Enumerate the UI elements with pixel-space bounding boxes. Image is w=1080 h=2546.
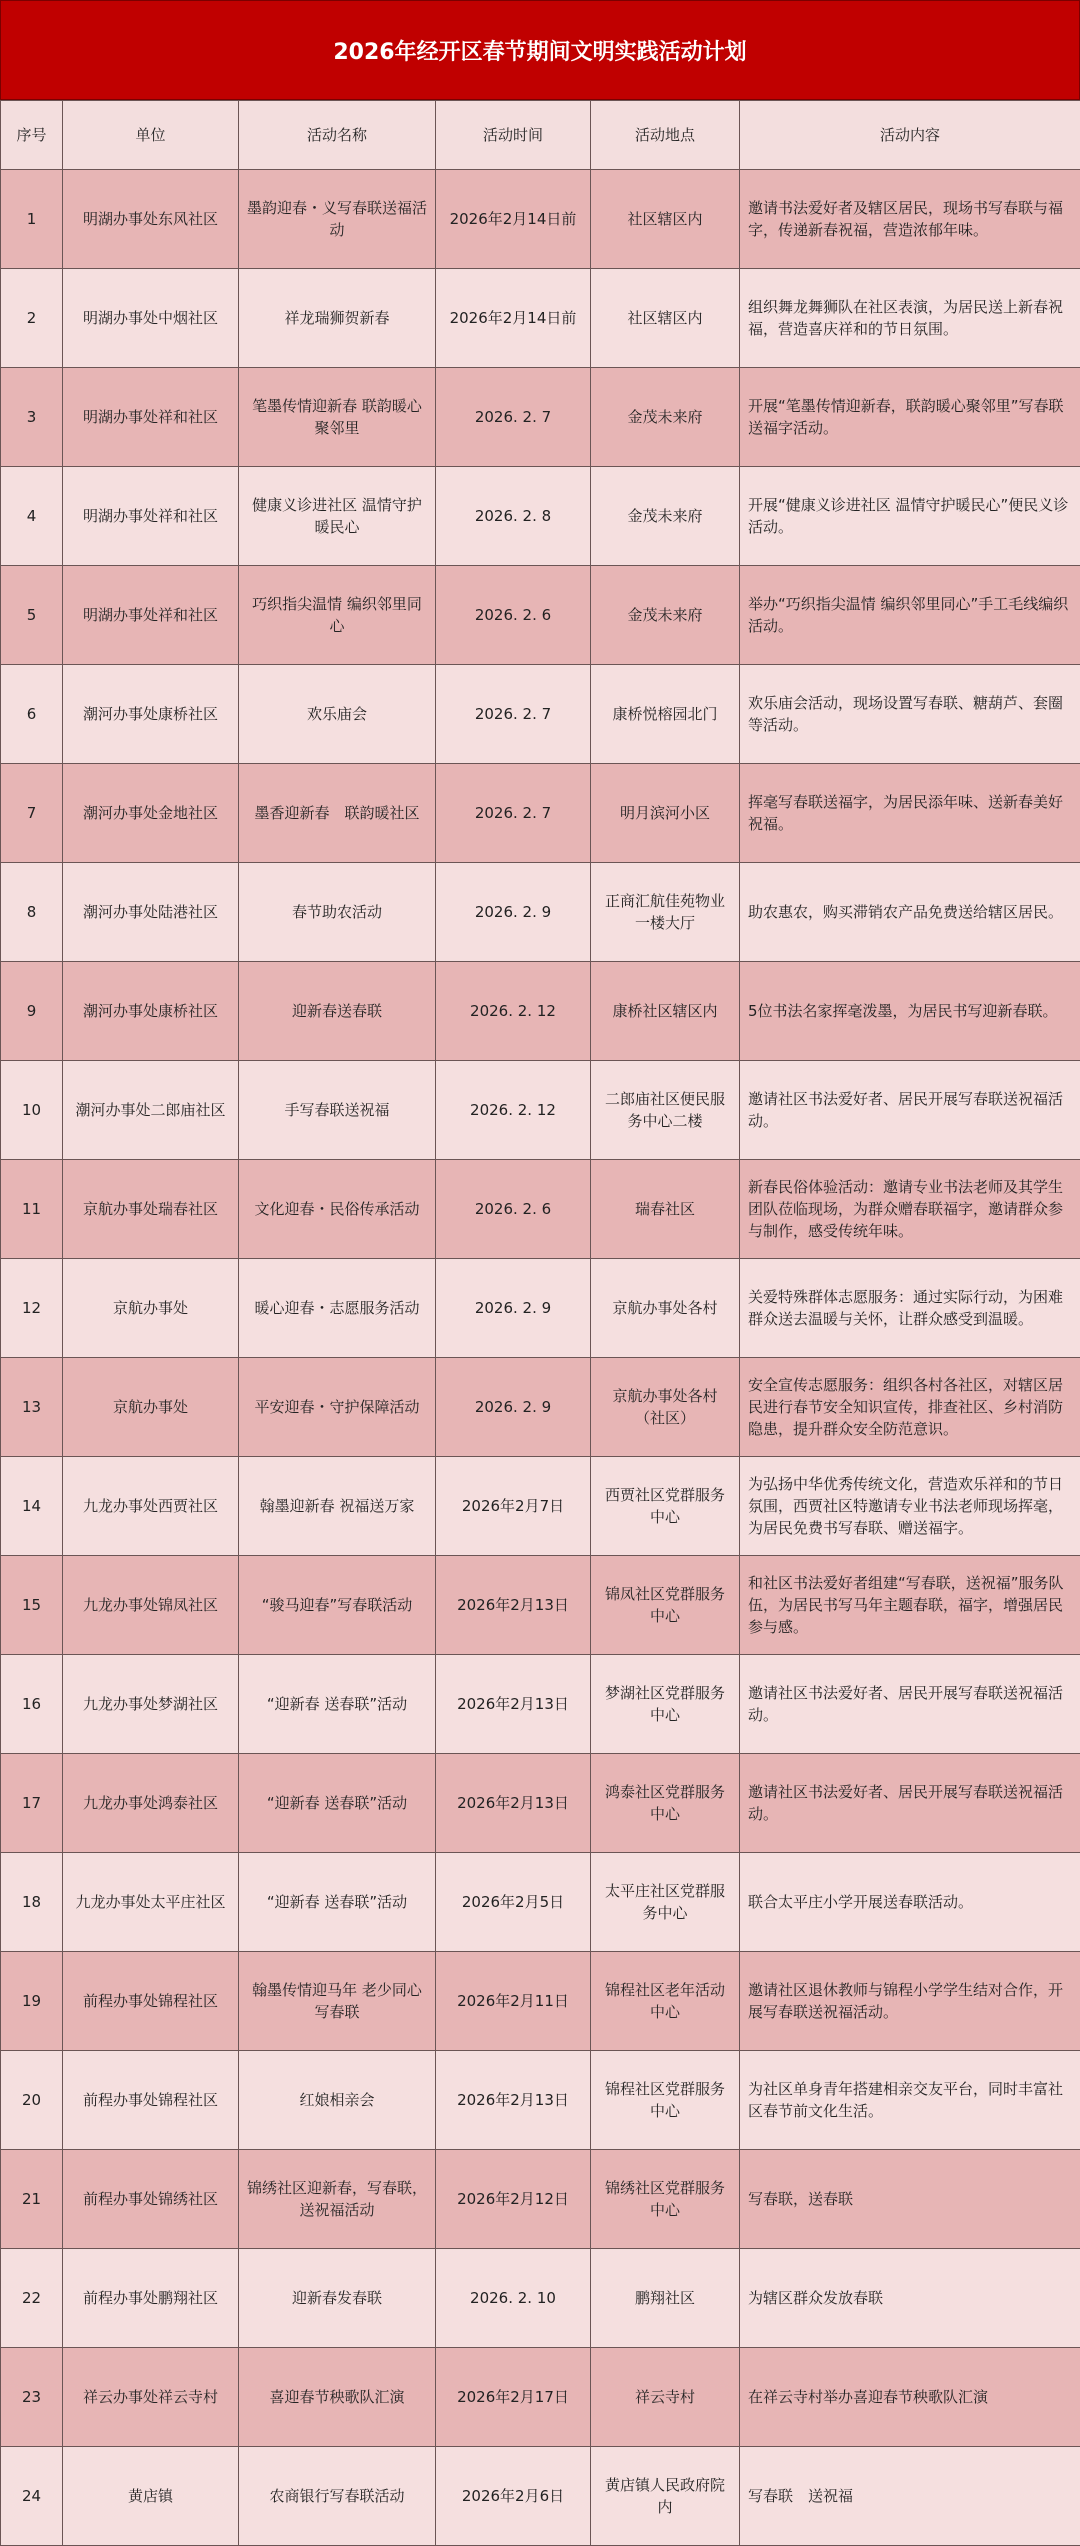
cell-unit: 京航办事处 xyxy=(63,1259,239,1358)
cell-no: 14 xyxy=(1,1457,63,1556)
cell-no: 7 xyxy=(1,764,63,863)
cell-activity-time: 2026年2月17日 xyxy=(436,2348,591,2447)
cell-activity-content: 写春联，送春联 xyxy=(740,2150,1080,2249)
cell-activity-place: 社区辖区内 xyxy=(591,269,740,368)
table-row xyxy=(1,1358,1080,1457)
cell-activity-name: 迎新春送春联 xyxy=(239,962,436,1061)
cell-activity-time: 2026年2月13日 xyxy=(436,1754,591,1853)
cell-activity-content: 写春联 送祝福 xyxy=(740,2447,1080,2546)
activity-table xyxy=(0,100,1080,2546)
table-row xyxy=(1,2447,1080,2546)
cell-activity-time: 2026年2月11日 xyxy=(436,1952,591,2051)
cell-activity-name: “迎新春 送春联”活动 xyxy=(239,1853,436,1952)
cell-activity-name: 翰墨迎新春 祝福送万家 xyxy=(239,1457,436,1556)
cell-activity-name: 墨韵迎春・义写春联送福活动 xyxy=(239,170,436,269)
cell-no: 9 xyxy=(1,962,63,1061)
cell-activity-name: “骏马迎春”写春联活动 xyxy=(239,1556,436,1655)
cell-activity-content: 开展“笔墨传情迎新春，联韵暖心聚邻里”写春联送福字活动。 xyxy=(740,368,1080,467)
cell-activity-place: 锦程社区党群服务中心 xyxy=(591,2051,740,2150)
cell-activity-content: 欢乐庙会活动，现场设置写春联、糖葫芦、套圈等活动。 xyxy=(740,665,1080,764)
cell-activity-time: 2026. 2. 9 xyxy=(436,1259,591,1358)
table-header-row xyxy=(1,101,1080,170)
cell-activity-content: 为辖区群众发放春联 xyxy=(740,2249,1080,2348)
cell-activity-place: 金茂未来府 xyxy=(591,467,740,566)
cell-activity-place: 康桥悦榕园北门 xyxy=(591,665,740,764)
cell-activity-place: 黄店镇人民政府院内 xyxy=(591,2447,740,2546)
cell-no: 13 xyxy=(1,1358,63,1457)
cell-activity-name: 欢乐庙会 xyxy=(239,665,436,764)
cell-activity-name: 暖心迎春・志愿服务活动 xyxy=(239,1259,436,1358)
cell-no: 22 xyxy=(1,2249,63,2348)
cell-no: 3 xyxy=(1,368,63,467)
cell-activity-name: 喜迎春节秧歌队汇演 xyxy=(239,2348,436,2447)
cell-activity-content: 5位书法名家挥毫泼墨，为居民书写迎新春联。 xyxy=(740,962,1080,1061)
cell-activity-time: 2026年2月13日 xyxy=(436,1556,591,1655)
table-row xyxy=(1,566,1080,665)
cell-activity-content: 在祥云寺村举办喜迎春节秧歌队汇演 xyxy=(740,2348,1080,2447)
table-row xyxy=(1,1952,1080,2051)
table-row xyxy=(1,1061,1080,1160)
cell-activity-time: 2026年2月13日 xyxy=(436,1655,591,1754)
cell-no: 24 xyxy=(1,2447,63,2546)
cell-activity-place: 金茂未来府 xyxy=(591,566,740,665)
cell-activity-place: 金茂未来府 xyxy=(591,368,740,467)
cell-unit: 京航办事处瑞春社区 xyxy=(63,1160,239,1259)
header-unit: 单位 xyxy=(63,101,239,170)
cell-no: 4 xyxy=(1,467,63,566)
cell-unit: 潮河办事处金地社区 xyxy=(63,764,239,863)
cell-unit: 明湖办事处祥和社区 xyxy=(63,368,239,467)
cell-no: 10 xyxy=(1,1061,63,1160)
table-row xyxy=(1,962,1080,1061)
cell-activity-content: 为弘扬中华优秀传统文化，营造欢乐祥和的节日氛围，西贾社区特邀请专业书法老师现场挥毫，为居民免费书写春联、赠送福字。 xyxy=(740,1457,1080,1556)
cell-unit: 九龙办事处西贾社区 xyxy=(63,1457,239,1556)
cell-activity-name: 春节助农活动 xyxy=(239,863,436,962)
table-row xyxy=(1,1259,1080,1358)
cell-activity-place: 社区辖区内 xyxy=(591,170,740,269)
cell-activity-content: 和社区书法爱好者组建“写春联，送祝福”服务队伍，为居民书写马年主题春联，福字，增强居民参与感。 xyxy=(740,1556,1080,1655)
cell-activity-time: 2026. 2. 7 xyxy=(436,665,591,764)
cell-unit: 前程办事处鹏翔社区 xyxy=(63,2249,239,2348)
cell-activity-time: 2026. 2. 6 xyxy=(436,1160,591,1259)
cell-activity-time: 2026. 2. 7 xyxy=(436,368,591,467)
cell-activity-place: 锦程社区老年活动中心 xyxy=(591,1952,740,2051)
cell-no: 15 xyxy=(1,1556,63,1655)
cell-activity-content: 助农惠农，购买滞销农产品免费送给辖区居民。 xyxy=(740,863,1080,962)
cell-activity-place: 锦凤社区党群服务中心 xyxy=(591,1556,740,1655)
cell-unit: 前程办事处锦程社区 xyxy=(63,2051,239,2150)
table-row xyxy=(1,764,1080,863)
cell-no: 19 xyxy=(1,1952,63,2051)
cell-activity-time: 2026. 2. 6 xyxy=(436,566,591,665)
table-row xyxy=(1,2348,1080,2447)
cell-activity-name: 锦绣社区迎新春，写春联，送祝福活动 xyxy=(239,2150,436,2249)
header-activity-place: 活动地点 xyxy=(591,101,740,170)
cell-activity-time: 2026年2月14日前 xyxy=(436,269,591,368)
cell-no: 18 xyxy=(1,1853,63,1952)
cell-activity-content: 安全宣传志愿服务：组织各村各社区，对辖区居民进行春节安全知识宣传，排查社区、乡村消防隐患，提升群众安全防范意识。 xyxy=(740,1358,1080,1457)
cell-no: 20 xyxy=(1,2051,63,2150)
cell-activity-name: 笔墨传情迎新春 联韵暖心聚邻里 xyxy=(239,368,436,467)
cell-no: 12 xyxy=(1,1259,63,1358)
cell-activity-place: 正商汇航佳苑物业一楼大厅 xyxy=(591,863,740,962)
table-row xyxy=(1,170,1080,269)
table-row xyxy=(1,2249,1080,2348)
table-row xyxy=(1,1655,1080,1754)
cell-activity-place: 二郎庙社区便民服务中心二楼 xyxy=(591,1061,740,1160)
cell-no: 2 xyxy=(1,269,63,368)
cell-unit: 九龙办事处锦凤社区 xyxy=(63,1556,239,1655)
cell-unit: 潮河办事处康桥社区 xyxy=(63,962,239,1061)
cell-unit: 京航办事处 xyxy=(63,1358,239,1457)
cell-activity-time: 2026. 2. 12 xyxy=(436,962,591,1061)
cell-activity-content: 邀请社区书法爱好者、居民开展写春联送祝福活动。 xyxy=(740,1061,1080,1160)
cell-activity-name: 祥龙瑞狮贺新春 xyxy=(239,269,436,368)
cell-activity-place: 太平庄社区党群服务中心 xyxy=(591,1853,740,1952)
cell-activity-name: 平安迎春・守护保障活动 xyxy=(239,1358,436,1457)
cell-activity-place: 鹏翔社区 xyxy=(591,2249,740,2348)
cell-activity-name: “迎新春 送春联”活动 xyxy=(239,1655,436,1754)
header-activity-content: 活动内容 xyxy=(740,101,1080,170)
cell-activity-content: 组织舞龙舞狮队在社区表演，为居民送上新春祝福，营造喜庆祥和的节日氛围。 xyxy=(740,269,1080,368)
table-row xyxy=(1,467,1080,566)
cell-activity-name: 巧织指尖温情 编织邻里同心 xyxy=(239,566,436,665)
cell-activity-place: 京航办事处各村（社区） xyxy=(591,1358,740,1457)
cell-activity-time: 2026年2月14日前 xyxy=(436,170,591,269)
cell-activity-name: 迎新春发春联 xyxy=(239,2249,436,2348)
cell-unit: 九龙办事处太平庄社区 xyxy=(63,1853,239,1952)
cell-unit: 祥云办事处祥云寺村 xyxy=(63,2348,239,2447)
cell-activity-name: 手写春联送祝福 xyxy=(239,1061,436,1160)
cell-unit: 黄店镇 xyxy=(63,2447,239,2546)
cell-no: 23 xyxy=(1,2348,63,2447)
table-row xyxy=(1,269,1080,368)
cell-activity-content: 邀请社区退休教师与锦程小学学生结对合作，开展写春联送祝福活动。 xyxy=(740,1952,1080,2051)
cell-unit: 明湖办事处祥和社区 xyxy=(63,566,239,665)
cell-activity-place: 康桥社区辖区内 xyxy=(591,962,740,1061)
cell-activity-time: 2026年2月6日 xyxy=(436,2447,591,2546)
table-row xyxy=(1,1853,1080,1952)
cell-activity-time: 2026年2月5日 xyxy=(436,1853,591,1952)
cell-activity-name: “迎新春 送春联”活动 xyxy=(239,1754,436,1853)
header-activity-time: 活动时间 xyxy=(436,101,591,170)
cell-activity-name: 农商银行写春联活动 xyxy=(239,2447,436,2546)
cell-activity-place: 明月滨河小区 xyxy=(591,764,740,863)
cell-activity-content: 联合太平庄小学开展送春联活动。 xyxy=(740,1853,1080,1952)
cell-activity-time: 2026. 2. 9 xyxy=(436,1358,591,1457)
cell-activity-name: 健康义诊进社区 温情守护暖民心 xyxy=(239,467,436,566)
cell-unit: 潮河办事处康桥社区 xyxy=(63,665,239,764)
cell-activity-content: 举办“巧织指尖温情 编织邻里同心”手工毛线编织活动。 xyxy=(740,566,1080,665)
table-row xyxy=(1,2051,1080,2150)
cell-unit: 明湖办事处祥和社区 xyxy=(63,467,239,566)
cell-activity-content: 邀请社区书法爱好者、居民开展写春联送祝福活动。 xyxy=(740,1655,1080,1754)
cell-activity-time: 2026年2月12日 xyxy=(436,2150,591,2249)
cell-activity-place: 梦湖社区党群服务中心 xyxy=(591,1655,740,1754)
cell-activity-content: 关爱特殊群体志愿服务：通过实际行动，为困难群众送去温暖与关怀，让群众感受到温暖。 xyxy=(740,1259,1080,1358)
cell-activity-content: 新春民俗体验活动：邀请专业书法老师及其学生团队莅临现场，为群众赠春联福字，邀请群众参与制作，感受传统年味。 xyxy=(740,1160,1080,1259)
table-row xyxy=(1,1457,1080,1556)
cell-no: 8 xyxy=(1,863,63,962)
cell-no: 17 xyxy=(1,1754,63,1853)
cell-unit: 潮河办事处二郎庙社区 xyxy=(63,1061,239,1160)
table-row xyxy=(1,1754,1080,1853)
cell-no: 21 xyxy=(1,2150,63,2249)
table-row xyxy=(1,863,1080,962)
cell-activity-place: 西贾社区党群服务中心 xyxy=(591,1457,740,1556)
cell-unit: 前程办事处锦程社区 xyxy=(63,1952,239,2051)
cell-no: 1 xyxy=(1,170,63,269)
cell-activity-place: 鸿泰社区党群服务中心 xyxy=(591,1754,740,1853)
cell-activity-time: 2026. 2. 12 xyxy=(436,1061,591,1160)
cell-activity-content: 邀请社区书法爱好者、居民开展写春联送祝福活动。 xyxy=(740,1754,1080,1853)
cell-unit: 前程办事处锦绣社区 xyxy=(63,2150,239,2249)
cell-activity-time: 2026年2月13日 xyxy=(436,2051,591,2150)
cell-activity-time: 2026. 2. 8 xyxy=(436,467,591,566)
table-row xyxy=(1,665,1080,764)
cell-activity-content: 邀请书法爱好者及辖区居民，现场书写春联与福字，传递新春祝福，营造浓郁年味。 xyxy=(740,170,1080,269)
cell-no: 5 xyxy=(1,566,63,665)
cell-activity-time: 2026年2月7日 xyxy=(436,1457,591,1556)
cell-activity-place: 京航办事处各村 xyxy=(591,1259,740,1358)
cell-unit: 明湖办事处东风社区 xyxy=(63,170,239,269)
cell-activity-time: 2026. 2. 7 xyxy=(436,764,591,863)
cell-unit: 明湖办事处中烟社区 xyxy=(63,269,239,368)
cell-activity-place: 祥云寺村 xyxy=(591,2348,740,2447)
cell-activity-name: 墨香迎新春 联韵暖社区 xyxy=(239,764,436,863)
table-body xyxy=(1,170,1080,2546)
table-row xyxy=(1,368,1080,467)
table-row xyxy=(1,1160,1080,1259)
cell-unit: 九龙办事处梦湖社区 xyxy=(63,1655,239,1754)
cell-activity-place: 瑞春社区 xyxy=(591,1160,740,1259)
cell-activity-content: 为社区单身青年搭建相亲交友平台，同时丰富社区春节前文化生活。 xyxy=(740,2051,1080,2150)
cell-activity-place: 锦绣社区党群服务中心 xyxy=(591,2150,740,2249)
table-row xyxy=(1,2150,1080,2249)
cell-activity-time: 2026. 2. 9 xyxy=(436,863,591,962)
cell-unit: 九龙办事处鸿泰社区 xyxy=(63,1754,239,1853)
cell-no: 11 xyxy=(1,1160,63,1259)
page-title: 2026年经开区春节期间文明实践活动计划 xyxy=(0,0,1080,100)
cell-activity-name: 文化迎春・民俗传承活动 xyxy=(239,1160,436,1259)
cell-unit: 潮河办事处陆港社区 xyxy=(63,863,239,962)
cell-activity-time: 2026. 2. 10 xyxy=(436,2249,591,2348)
header-activity-name: 活动名称 xyxy=(239,101,436,170)
cell-activity-name: 翰墨传情迎马年 老少同心写春联 xyxy=(239,1952,436,2051)
cell-activity-name: 红娘相亲会 xyxy=(239,2051,436,2150)
cell-no: 16 xyxy=(1,1655,63,1754)
cell-activity-content: 挥毫写春联送福字，为居民添年味、送新春美好祝福。 xyxy=(740,764,1080,863)
header-no: 序号 xyxy=(1,101,63,170)
table-row xyxy=(1,1556,1080,1655)
cell-activity-content: 开展“健康义诊进社区 温情守护暖民心”便民义诊活动。 xyxy=(740,467,1080,566)
cell-no: 6 xyxy=(1,665,63,764)
